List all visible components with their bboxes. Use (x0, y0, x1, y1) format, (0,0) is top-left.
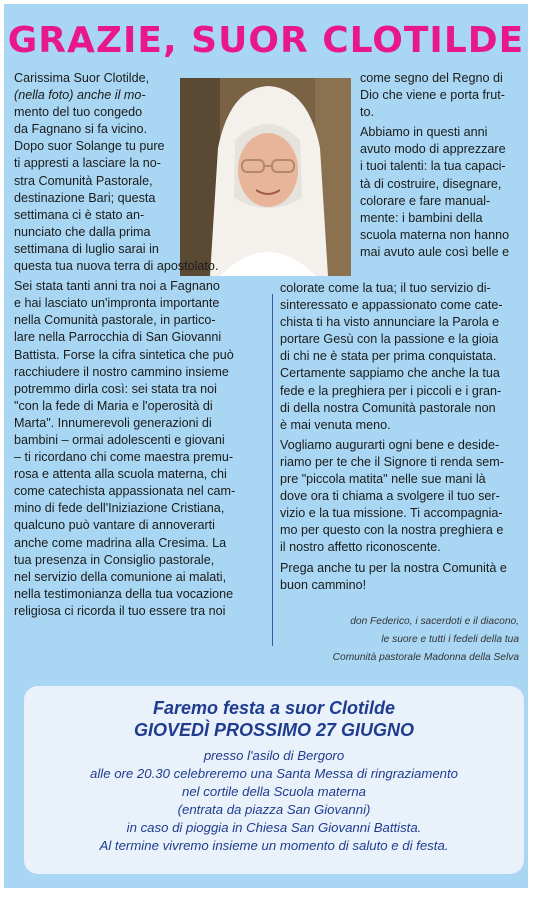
text-line: chista ti ha visto annunciare la Parola e (280, 315, 500, 330)
text-line: pre "piccola matita" nelle sue mani là (280, 472, 486, 487)
text-line: mino di fede dell'Iniziazione Cristiana, (14, 501, 225, 516)
text-line: settimana ci è stato an- (14, 207, 145, 222)
text-line: stra Comunità Pastorale, (14, 173, 153, 188)
text-line: Vogliamo augurarti ogni bene e deside- (280, 437, 500, 452)
text-line: Marta". Innumerevoli generazioni di (14, 415, 212, 430)
text-line: qualcuno può vantare di annoverarti (14, 518, 215, 533)
text-line: vizio e la tua missione. Ti accompagnia- (280, 506, 503, 521)
event-detail: Al termine vivremo insieme un momento di saluto e di festa. (99, 838, 449, 853)
text-line: anche come madrina alla Cresima. La (14, 535, 227, 550)
event-detail: presso l'asilo di Bergoro (203, 748, 345, 763)
paragraph (14, 70, 264, 275)
text-line: di chi ne è stata per prima conquistata. (280, 349, 497, 364)
paragraph (280, 280, 524, 434)
text-line: e hai lasciato un'impronta importante (14, 296, 220, 311)
text-line: Battista. Forse la cifra sintetica che può (14, 347, 234, 362)
text-line: dove ora ti chiama a svolgere il tuo ser- (280, 489, 500, 504)
paragraph (280, 437, 524, 557)
text-line: mo per questo con la nostra preghiera e (280, 523, 504, 538)
paragraph (360, 70, 524, 121)
right-column (360, 70, 524, 264)
text-line: ti appresti a lasciare la no- (14, 156, 161, 171)
text-line: Carissima Suor Clotilde, (14, 71, 150, 85)
text-line: nel servizio della comunione ai malati, (14, 569, 227, 584)
text-line: colorare e fare manual- (360, 193, 491, 208)
text-line: bambini – ormai adolescenti e giovani (14, 432, 225, 447)
text-line: è mai venuta meno. (280, 417, 391, 432)
text-line: racchiudere il nostro cammino insieme (14, 364, 229, 379)
text-line: tà di costruire, disegnare, (360, 176, 502, 191)
event-detail: in caso di pioggia in Chiesa San Giovanni Battista. (126, 820, 422, 835)
event-box (24, 686, 524, 874)
text-line: colorate come la tua; il tuo servizio di- (280, 281, 491, 295)
signature-line-3: Comunità pastorale Madonna della Selva (332, 652, 519, 663)
paragraph (280, 560, 524, 594)
text-line: nella testimonianza della tua vocazione (14, 586, 234, 601)
text-line: di della nostra Comunità pastorale non (280, 400, 496, 415)
text-line: Abbiamo in questi anni (360, 125, 488, 140)
text-line: mento del tuo congedo (14, 105, 143, 120)
text-line: sinteressato e appassionato come cate- (280, 298, 503, 313)
text-line: – ti ricordano chi come maestra premu- (14, 450, 234, 465)
text-line: lare nella Parrocchia di San Giovanni (14, 330, 222, 345)
text-line: Dopo suor Solange tu pure (14, 139, 165, 154)
text-line: settimana di luglio sarai in (14, 241, 159, 256)
text-line: Sei stata tanti anni tra noi a Fagnano (14, 279, 220, 294)
text-line: potremmo dirla così: sei stata tra noi (14, 381, 217, 396)
article-title: GRAZIE, SUOR CLOTILDE (7, 20, 525, 61)
right-column-lower (280, 280, 524, 597)
paragraph (360, 124, 524, 261)
text-line: fede e la preghiera per i piccoli e i gran- (280, 383, 502, 398)
text-line: come catechista appassionata nel cam- (14, 484, 236, 499)
text-line: i tuoi talenti: la tua capaci- (360, 159, 506, 174)
newsletter-page (4, 4, 528, 888)
text-line: tua presenza in Consiglio pastorale, (14, 552, 215, 567)
text-line: avuto modo di apprezzare (360, 142, 506, 157)
signature-line-2: le suore e tutti i fedeli della tua (381, 634, 519, 645)
text-line: mai avuto aule così belle e (360, 244, 510, 259)
text-line: nunciato che dalla prima (14, 224, 151, 239)
text-line: da Fagnano si fa vicino. (14, 122, 148, 137)
text-line: rosa e attenta alla scuola materna, chi (14, 467, 227, 482)
event-detail: (entrata da piazza San Giovanni) (177, 802, 371, 817)
text-line: (nella foto) anche il mo- (14, 88, 146, 103)
text-line: Certamente sappiamo che anche la tua (280, 366, 500, 381)
text-line: come segno del Regno di (360, 71, 503, 85)
text-line: to. (360, 105, 375, 120)
event-detail: alle ore 20.30 celebreremo una Santa Messa di ringraziamento (90, 766, 458, 781)
text-line: Dio che viene e porta frut- (360, 88, 505, 103)
left-column (14, 70, 264, 623)
text-line: Prega anche tu per la nostra Comunità e (280, 560, 507, 575)
text-line: riamo per te che il Signore ti renda sem- (280, 454, 504, 469)
text-line: questa tua nuova terra di apostolato. (14, 259, 219, 274)
text-line: religiosa ci ricorda il tuo essere tra noi (14, 603, 226, 618)
text-line: destinazione Bari; questa (14, 190, 156, 205)
paragraph (14, 278, 264, 620)
text-line: nella Comunità pastorale, in partico- (14, 313, 216, 328)
text-line: il nostro affetto riconoscente. (280, 540, 441, 555)
signature-line-1: don Federico, i sacerdoti e il diacono, (350, 616, 519, 627)
text-line: buon cammino! (280, 577, 367, 592)
text-line: "con la fede di Maria e l'operosità di (14, 398, 213, 413)
event-title: Faremo festa a suor Clotilde (152, 698, 396, 718)
text-line: scuola materna non hanno (360, 227, 510, 242)
column-divider (272, 294, 273, 646)
event-detail: nel cortile della Scuola materna (182, 784, 366, 799)
text-line: portare Gesù con la passione e la gioia (280, 332, 499, 347)
text-line: mente: i bambini della (360, 210, 483, 225)
event-date: GIOVEDÌ PROSSIMO 27 GIUGNO (133, 720, 415, 740)
